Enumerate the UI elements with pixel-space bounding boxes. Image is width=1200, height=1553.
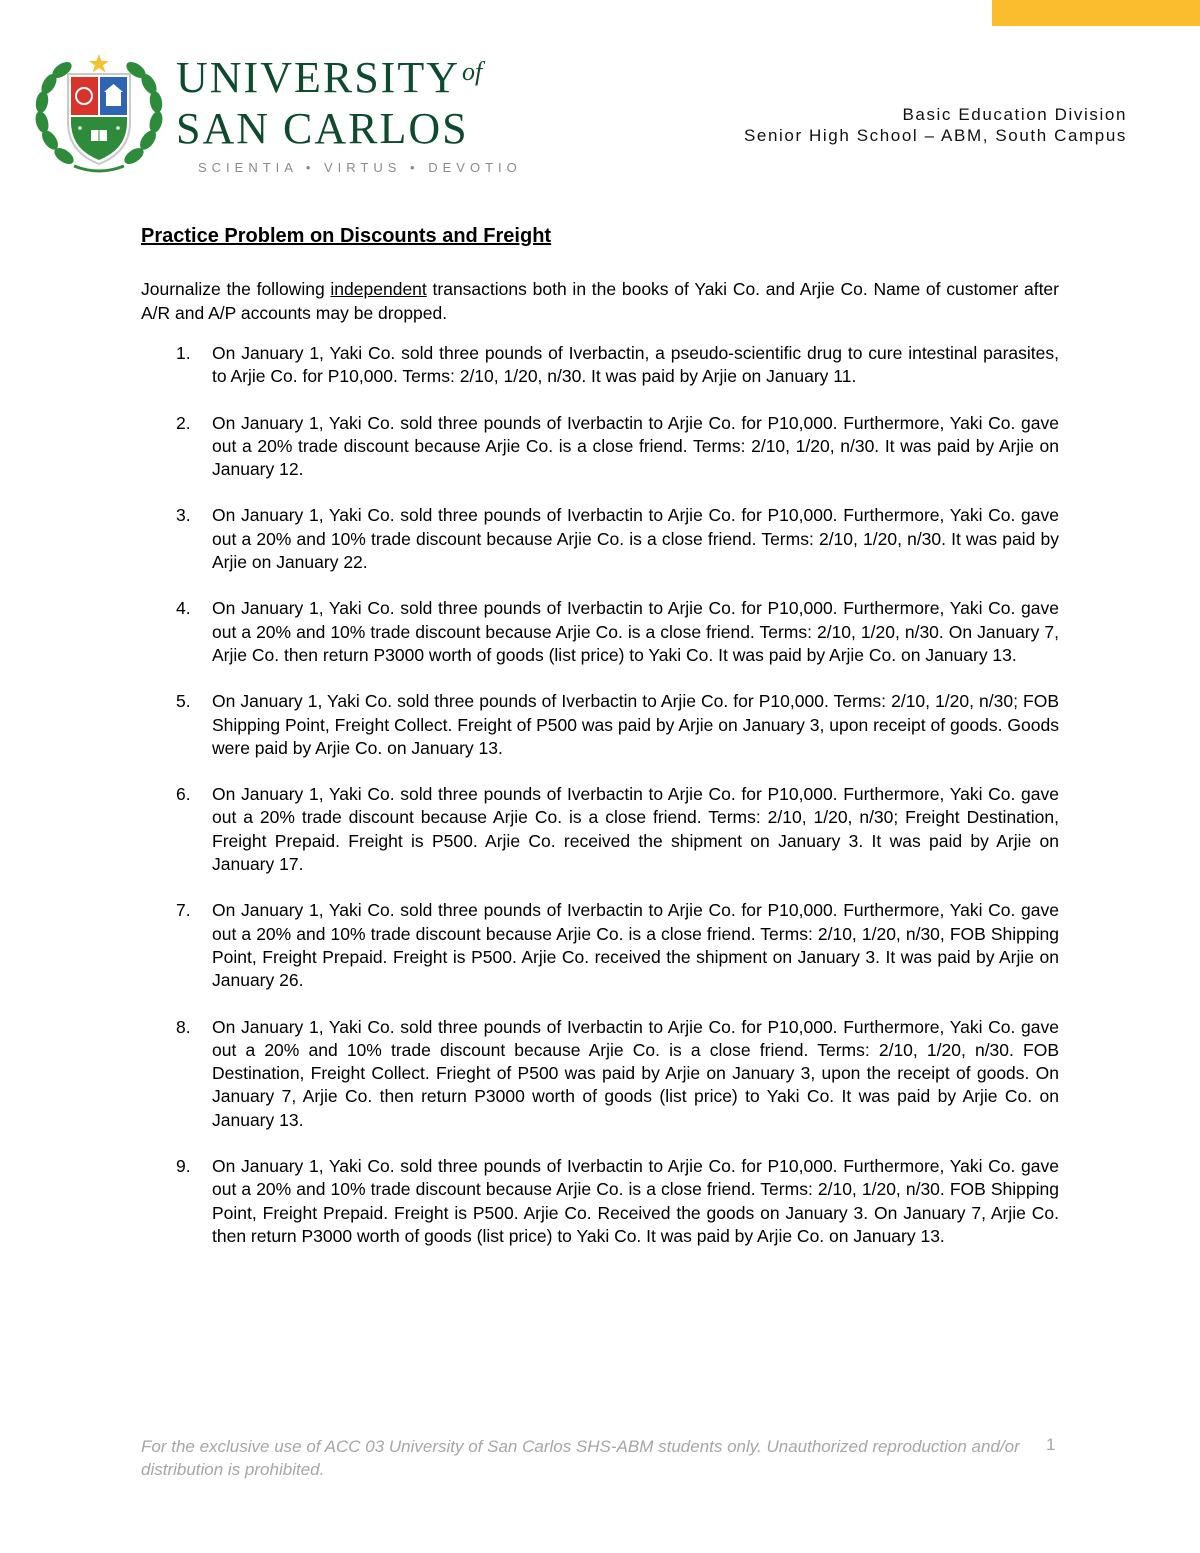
page-title: Practice Problem on Discounts and Freight [141, 225, 552, 247]
page-number: 1 [1046, 1435, 1056, 1454]
item-text: On January 1, Yaki Co. sold three pounds of Iverbactin to Arjie Co. for P10,000. Furthermore, Yaki Co. gave out a 20% and 10% trade discount because Arjie Co. is a close friend. Terms: 2/10, 1/20, n/30. It was paid by Arjie on January 22. [212, 505, 1059, 573]
list-item [141, 342, 1059, 389]
university-seal-logo [34, 52, 164, 177]
item-text: On January 1, Yaki Co. sold three pounds of Iverbactin to Arjie Co. for P10,000. Furthermore, Yaki Co. gave out a 20% and 10% trade discount because Arjie Co. is a close friend. Terms: 2/10, 1/20, n/30. FOB Shipping Point, Freight Prepaid. Freight is P500. Arjie Co. Received the goods on January 3. On January 7, Arjie Co. then return P3000 worth of goods (list price) to Yaki Co. It was paid by Arjie Co. on January 13. [212, 1156, 1059, 1246]
wordmark-of: of [461, 57, 483, 86]
item-number: 8. [176, 1016, 191, 1037]
item-text: On January 1, Yaki Co. sold three pounds of Iverbactin to Arjie Co. for P10,000. Furthermore, Yaki Co. gave out a 20% and 10% trade discount because Arjie Co. is a close friend. Terms: 2/10, 1/20, n/30. FOB Destination, Freight Collect. Frieght of P500 was paid by Arjie on January 3, upon the receipt of goods. On January 7, Arjie Co. then return P3000 worth of goods (list price) to Yaki Co. It was paid by Arjie Co. on January 13. [212, 1016, 1059, 1130]
transaction-list [141, 342, 1059, 1248]
footer-notice: For the exclusive use of ACC 03 University of San Carlos SHS-ABM students only. Unauthorized reproduction and/or distribution is prohibited. [141, 1437, 1020, 1479]
intro-text-after: transactions both in the books of Yaki Co. and Arjie Co. Name of customer after A/R and A/P accounts may be dropped. [141, 279, 1059, 323]
list-item [141, 1155, 1059, 1248]
school-name: Senior High School – ABM, South Campus [743, 126, 1127, 145]
header-accent-bar [992, 0, 1200, 26]
division-name: Basic Education Division [902, 105, 1127, 124]
list-item [141, 899, 1059, 992]
item-number: 9. [176, 1156, 191, 1177]
division-info [744, 104, 1127, 146]
list-item [141, 597, 1059, 667]
list-item [141, 412, 1059, 482]
intro-text-underlined: independent [330, 279, 427, 299]
intro-text-before: Journalize the following [141, 279, 331, 299]
list-item [141, 690, 1059, 760]
item-text: On January 1, Yaki Co. sold three pounds of Iverbactin to Arjie Co. for P10,000. Furthermore, Yaki Co. gave out a 20% trade discount because Arjie Co. is a close friend. Terms: 2/10, 1/20, n/30. It was paid by Arjie on January 12. [212, 412, 1059, 480]
item-number: 5. [176, 691, 191, 712]
item-text: On January 1, Yaki Co. sold three pounds of Iverbactin to Arjie Co. for P10,000. Furthermore, Yaki Co. gave out a 20% and 10% trade discount because Arjie Co. is a close friend. Terms: 2/10, 1/20, n/30. On January 7, Arjie Co. then return P3000 worth of goods (list price) to Yaki Co. It was paid by Arjie Co. on January 13. [212, 598, 1059, 665]
item-number: 7. [176, 900, 191, 921]
list-item [141, 1016, 1059, 1132]
item-text: On January 1, Yaki Co. sold three pounds of Iverbactin to Arjie Co. for P10,000. Furthermore, Yaki Co. gave out a 20% trade discount because Arjie Co. is a close friend. Terms: 2/10, 1/20, n/30; Freight Destination, Freight Prepaid. Freight is P500. Arjie Co. received the shipment on January 3. It was paid by Arjie on January 17. [212, 784, 1059, 875]
item-number: 4. [176, 598, 191, 619]
item-number: 2. [176, 412, 191, 433]
list-item [141, 504, 1059, 574]
item-text: On January 1, Yaki Co. sold three pounds of Iverbactin to Arjie Co. for P10,000. Furthermore, Yaki Co. gave out a 20% and 10% trade discount because Arjie Co. is a close friend. Terms: 2/10, 1/20, n/30, FOB Shipping Point, Freight Prepaid. Freight is P500. Arjie Co. received the shipment on January 3. It was paid by Arjie on January 26. [212, 900, 1059, 991]
intro-paragraph [141, 278, 1059, 325]
item-number: 6. [176, 784, 191, 805]
university-wordmark [176, 53, 522, 175]
wordmark-university: UNIVERSITY [176, 53, 460, 102]
item-number: 1. [176, 343, 191, 363]
item-text: On January 1, Yaki Co. sold three pounds of Iverbactin to Arjie Co. for P10,000. Terms: 2/10, 1/20, n/30; FOB Shipping Point, Freight Collect. Freight of P500 was paid by Arjie on January 3, upon receipt of goods. Goods were paid by Arjie Co. on January 13. [212, 691, 1059, 758]
item-text: On January 1, Yaki Co. sold three pounds of Iverbactin, a pseudo-scientific drug to cure intestinal parasites, to Arjie Co. for P10,000. Terms: 2/10, 1/20, n/30. It was paid by Arjie on January 11. [212, 343, 1059, 387]
wordmark-san-carlos: SAN CARLOS [176, 104, 469, 153]
wordmark-motto: SCIENTIA • VIRTUS • DEVOTIO [198, 160, 522, 175]
list-item [141, 783, 1059, 876]
item-number: 3. [176, 505, 191, 526]
